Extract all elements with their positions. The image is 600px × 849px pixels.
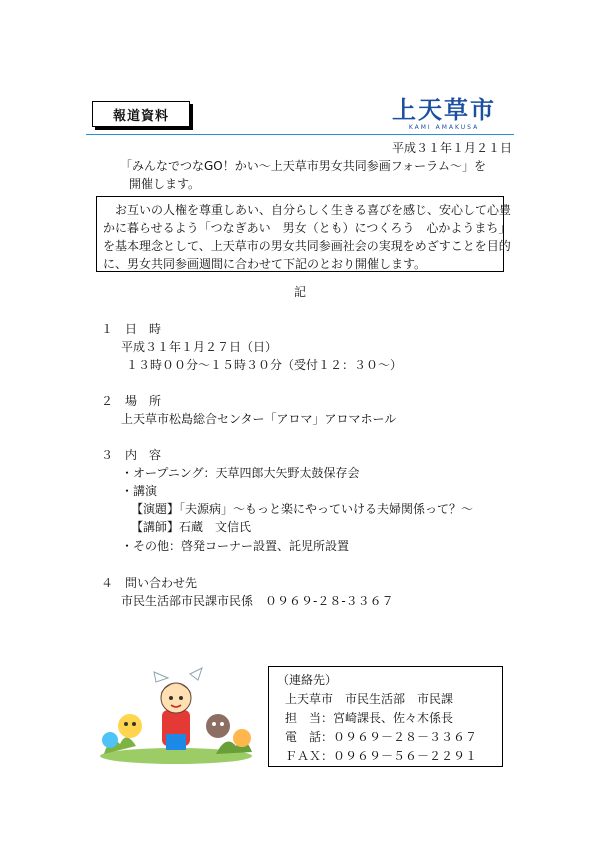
city-logo-text: 上天草市 bbox=[392, 96, 496, 124]
contact-tel: 電 話：０９６９－２８－３３６７ bbox=[285, 730, 478, 744]
city-logo-subtext: KAMI AMAKUSA bbox=[408, 124, 480, 131]
intro-line: お互いの人権を尊重しあい、自分らしく生きる喜びを感じ、安心して心豊 bbox=[103, 203, 512, 217]
content-lecture: ・講演 bbox=[121, 484, 158, 498]
event-date: 平成３１年１月２７日（日） bbox=[121, 340, 278, 354]
contact-fax: ＦＡＸ：０９６９－５６－２２９１ bbox=[285, 749, 478, 763]
intro-line: を基本理念として、上天草市の男女共同参画社会の実現をめざすことを目的 bbox=[103, 239, 511, 253]
lecturer: 【講師】石蔵 文信氏 bbox=[131, 520, 252, 534]
event-place: 上天草市松島総合センター「アロマ」アロマホール bbox=[121, 412, 397, 426]
intro-box bbox=[96, 196, 512, 272]
section-3-heading: ３ 内 容 bbox=[101, 448, 162, 462]
header-rule bbox=[86, 134, 514, 135]
press-release-badge: 報道資料 bbox=[92, 101, 190, 127]
title-line-2: 開催します。 bbox=[129, 177, 201, 191]
title-line-1: 「みんなでつなGO！かい～上天草市男女共同参画フォーラム～」を bbox=[120, 159, 487, 173]
city-logo bbox=[384, 96, 504, 134]
ki-mark: 記 bbox=[294, 285, 307, 299]
inquiry-contact: 市民生活部市民課市民係 ０９６９-２８-３３６７ bbox=[121, 594, 394, 608]
contact-box bbox=[268, 666, 503, 767]
release-date: 平成３１年１月２１日 bbox=[391, 141, 512, 155]
lecture-theme: 【演題】「夫源病」～もっと楽にやっていける夫婦関係って？～ bbox=[131, 502, 474, 516]
intro-line: に、男女共同参画週間に合わせて下記のとおり開催します。 bbox=[103, 257, 427, 271]
section-2-heading: ２ 場 所 bbox=[101, 394, 162, 408]
contact-person: 担 当：宮崎課長、佐々木係長 bbox=[285, 711, 454, 725]
section-4-heading: ４ 問い合わせ先 bbox=[101, 576, 198, 590]
intro-line: かに暮らせるよう「つなぎあい 男女（とも）につくろう 心かようまち」 bbox=[103, 221, 511, 235]
contact-department: 上天草市 市民生活部 市民課 bbox=[285, 692, 454, 706]
contact-title: （連絡先） bbox=[277, 673, 338, 687]
content-other: ・その他：啓発コーナー設置、託児所設置 bbox=[121, 539, 350, 553]
section-1-heading: １ 日 時 bbox=[101, 322, 162, 336]
content-opening: ・オープニング：天草四郎大矢野太鼓保存会 bbox=[121, 466, 360, 480]
mascot-illustration bbox=[96, 664, 256, 764]
event-time: １３時００分～１５時３０分（受付１２：３０～） bbox=[126, 358, 403, 372]
